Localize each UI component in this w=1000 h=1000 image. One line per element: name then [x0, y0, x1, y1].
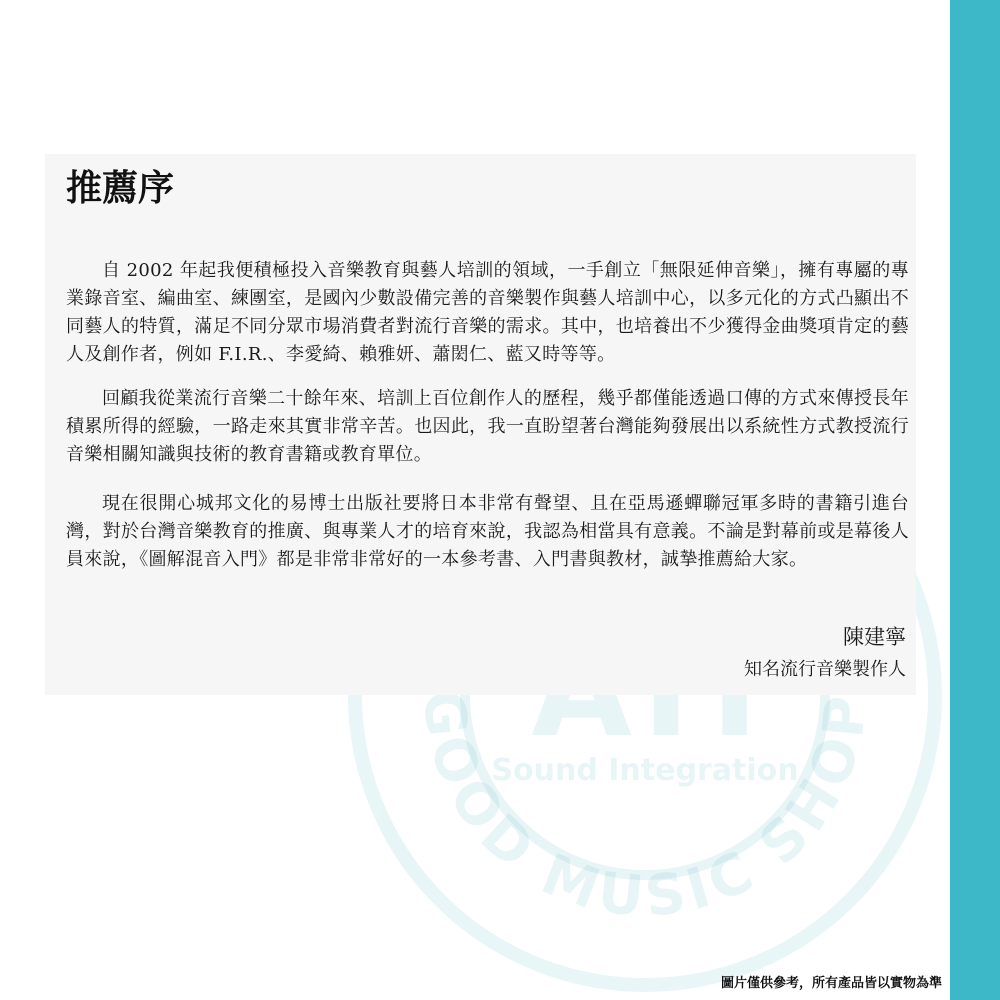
disclaimer-note: 圖片僅供參考，所有產品皆以實物為準: [720, 976, 942, 991]
paragraph-2: 回顧我從業流行音樂二十餘年來、培訓上百位創作人的歷程，幾乎都僅能透過口傳的方式來傳授長年積累所得的經驗，一路走來其實非常辛苦。也因此，我一直盼望著台灣能夠發展出以系統性方式教授流行音樂相關知識與技術的教育書籍或教育單位。: [66, 388, 909, 465]
watermark-ring-text: GOOD MUSIC SHOP: [409, 686, 881, 931]
paragraph-3: 現在很開心城邦文化的易博士出版社要將日本非常有聲望、且在亞馬遜蟬聯冠軍多時的書籍引進台灣，對於台灣音樂教育的推廣、與專業人才的培育來說，我認為相當具有意義。不論是對幕前或是幕後人員來說，《圖解混音入門》都是非常非常好的一本參考書、入門書與教材，誠摯推薦給大家。: [66, 493, 909, 570]
signature-title: 知名流行音樂製作人: [744, 659, 906, 680]
paragraph-1: 自 2002 年起我便積極投入音樂教育與藝人培訓的領域，一手創立「無限延伸音樂」，擁有專屬的專業錄音室、編曲室、練團室，是國內少數設備完善的音樂製作與藝人培訓中心，以多元化的方式凸顯出不同藝人的特質，滿足不同分眾市場消費者對流行音樂的需求。其中，也培養出不少獲得金曲獎項肯定的藝人及創作者，例如 F.I.R.、李愛綺、賴雅妍、蕭閎仁、藍又時等等。: [66, 260, 909, 365]
page-title: 推薦序: [66, 168, 175, 209]
side-color-band: [950, 0, 1000, 1000]
watermark-sub-text: Sound Integration: [491, 753, 799, 788]
signature-name: 陳建寧: [843, 625, 906, 649]
